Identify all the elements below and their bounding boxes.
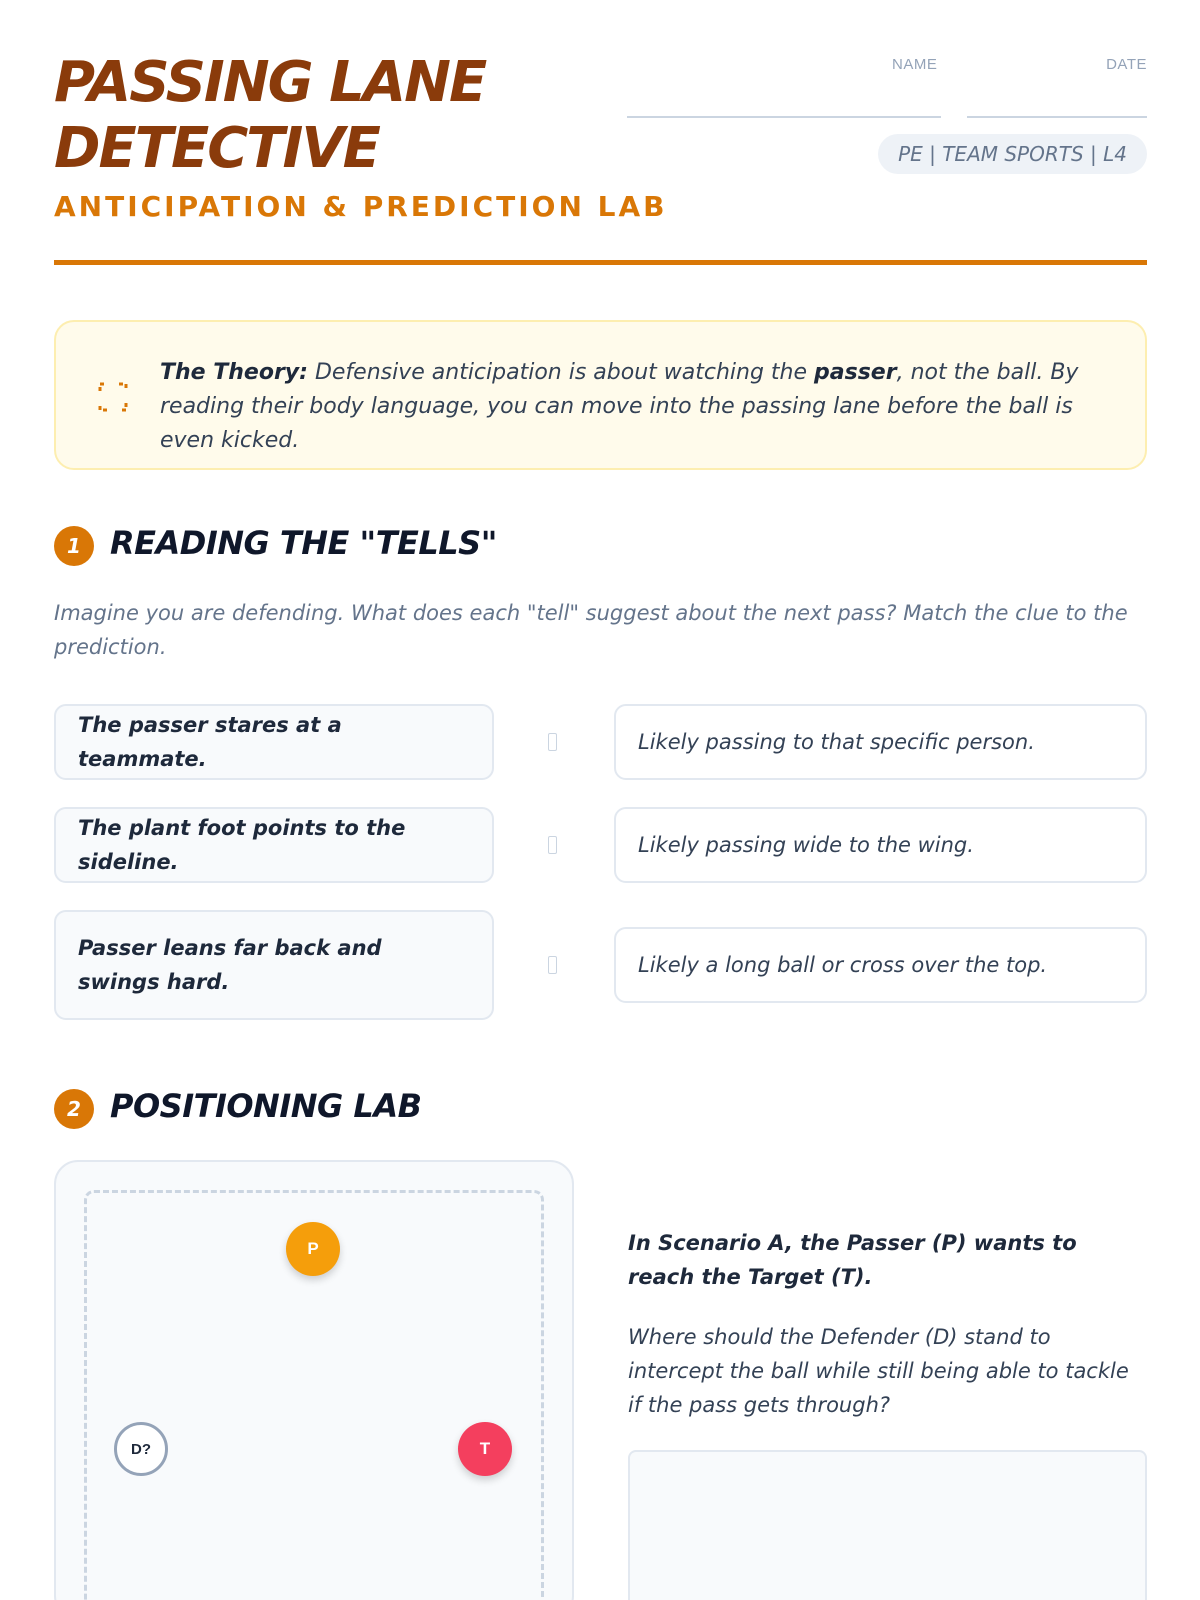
section-1-instructions: Imagine you are defending. What does each "tell" suggest about the next pass? Match the clue to the prediction. (54, 601, 1128, 659)
theory-text (160, 356, 1100, 458)
prediction-card[interactable]: Likely passing wide to the wing. (614, 807, 1147, 883)
positioning-question: Where should the Defender (D) stand to intercept the ball while still being able to tackle if the pass gets through? (628, 1325, 1129, 1417)
course-tag: PE | TEAM SPORTS | L4 (878, 134, 1147, 174)
title-line-2: DETECTIVE (54, 116, 379, 181)
focus-brackets-icon (98, 382, 128, 412)
date-label: DATE (1106, 56, 1147, 73)
match-connector-icon (548, 836, 557, 854)
name-label: NAME (892, 56, 938, 73)
target-token: T (458, 1422, 512, 1476)
theory-text-part: Defensive anticipation is about watching the (307, 360, 815, 385)
title-line-1: PASSING LANE (54, 50, 486, 115)
theory-text-part: , not the ball. By reading their body language, you can move into the passing lane before the ball is even kicked. (160, 360, 1079, 453)
worksheet-subtitle: ANTICIPATION & PREDICTION LAB (54, 190, 668, 223)
worksheet-page (54, 0, 1147, 1600)
scenario-text: In Scenario A, the Passer (P) wants to reach the Target (T). (628, 1231, 1077, 1289)
name-field[interactable] (627, 116, 941, 118)
clue-card[interactable]: Passer leans far back and swings hard. (54, 910, 494, 1020)
section-1-title: READING THE "TELLS" (110, 524, 497, 562)
section-2-title: POSITIONING LAB (110, 1087, 422, 1125)
answer-box[interactable] (628, 1450, 1147, 1600)
clue-card[interactable]: The passer stares at a teammate. (54, 704, 494, 780)
theory-emphasis: passer (814, 360, 897, 385)
prediction-card[interactable]: Likely passing to that specific person. (614, 704, 1147, 780)
defender-token[interactable]: D? (114, 1422, 168, 1476)
prediction-card[interactable]: Likely a long ball or cross over the top. (614, 927, 1147, 1003)
theory-callout (54, 320, 1147, 470)
match-connector-icon (548, 956, 557, 974)
date-field[interactable] (967, 116, 1147, 118)
section-2-number: 2 (54, 1089, 94, 1129)
pitch-diagram-card (54, 1160, 574, 1600)
theory-label: The Theory: (160, 360, 308, 385)
clue-card[interactable]: The plant foot points to the sideline. (54, 807, 494, 883)
match-connector-icon (548, 733, 557, 751)
passer-token: P (286, 1222, 340, 1276)
section-1-number: 1 (54, 526, 94, 566)
worksheet-title (54, 50, 614, 182)
pitch-area[interactable] (84, 1190, 544, 1600)
header-divider (54, 260, 1147, 265)
